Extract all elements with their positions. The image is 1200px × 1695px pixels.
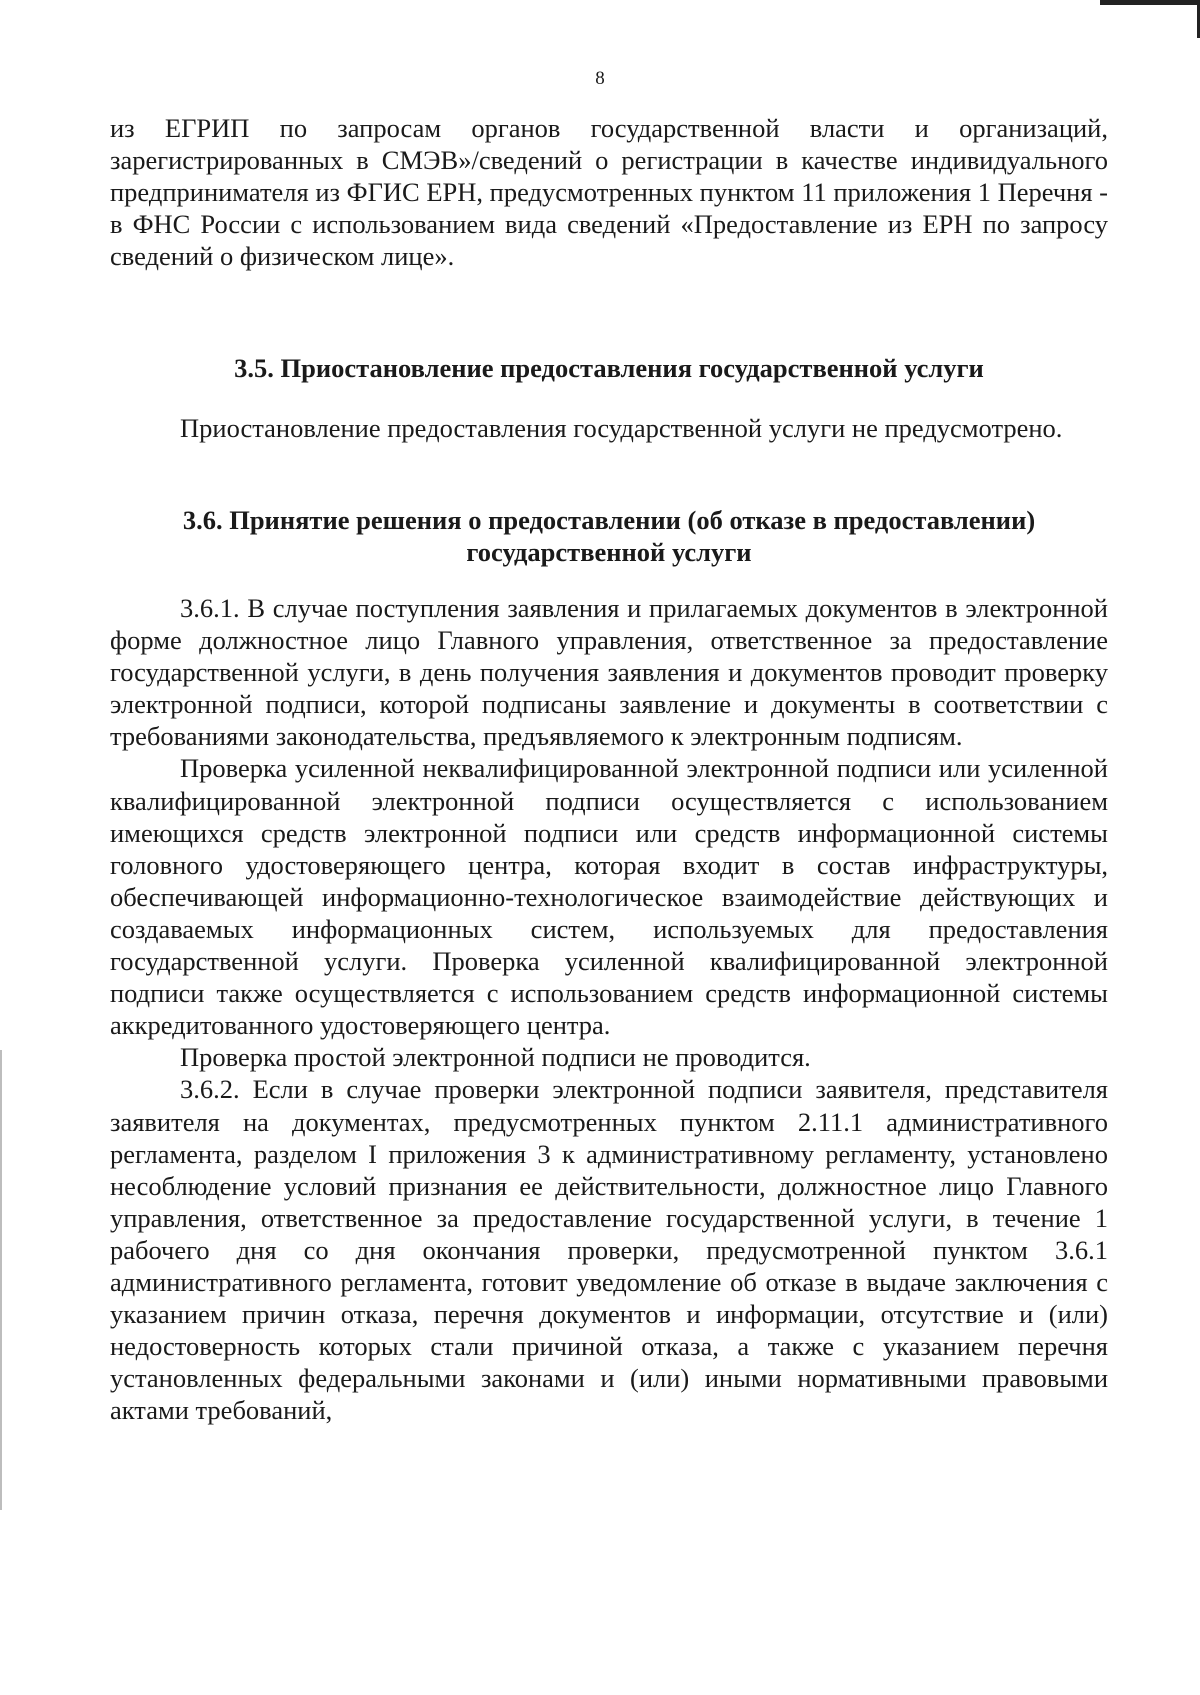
section-3-5-paragraph: Приостановление предоставления государственной услуги не предусмотрено. <box>180 413 1063 443</box>
page-number: 8 <box>595 68 605 89</box>
paragraph-signature-check: Проверка усиленной неквалифицированной электронной подписи или усиленной квалифицированной электронной подписи осуществляется с использованием имеющихся средств электронной подписи или средств информационной системы головного удостоверяющего центра, которая входит в состав инфраструктуры, обеспечивающей информационно-технологическое взаимодействие действующих и создаваемых информационных систем, используемых для предоставления государственной услуги. Проверка усиленной квалифицированной электронной подписи также осуществляется с использованием средств информационной системы аккредитованного удостоверяющего центра. <box>110 753 1108 1041</box>
section-3-5-body <box>110 412 1108 444</box>
intro-block <box>110 112 1108 272</box>
scan-artifact-left-edge <box>0 1050 2 1510</box>
paragraph-3-6-1: 3.6.1. В случае поступления заявления и прилагаемых документов в электронной форме должностное лицо Главного управления, ответственное за предоставление государственной услуги, в день получения заявления и документов проводит проверку электронной подписи, которой подписаны заявление и документы в соответствии с требованиями законодательства, предъявляемого к электронным подписям. <box>110 593 1108 752</box>
section-3-5-title: 3.5. Приостановление предоставления государственной услуги <box>234 353 984 383</box>
intro-paragraph: из ЕГРИП по запросам органов государственной власти и организаций, зарегистрированных в СМЭВ»/сведений о регистрации в качестве индивидуального предпринимателя из ФГИС ЕРН, предусмотренных пунктом 11 приложения 1 Перечня - в ФНС России с использованием вида сведений «Предоставление из ЕРН по запросу сведений о физическом лице». <box>110 113 1108 272</box>
section-3-6-title-line1: 3.6. Принятие решения о предоставлении (об отказе в предоставлении) <box>182 505 1036 535</box>
section-3-6-title-line2: государственной услуги <box>466 537 752 568</box>
scan-artifact-top <box>1100 0 1200 5</box>
section-3-6-heading <box>110 504 1108 568</box>
paragraph-3-6-2: 3.6.2. Если в случае проверки электронной подписи заявителя, представителя заявителя на документах, предусмотренных пунктом 2.11.1 административного регламента, разделом I приложения 3 к административному регламенту, установлено несоблюдение условий признания ее действительности, должностное лицо Главного управления, ответственное за предоставление государственной услуги, в течение 1 рабочего дня со дня окончания проверки, предусмотренной пунктом 3.6.1 административного регламента, готовит уведомление об отказе в выдаче заключения с указанием причин отказа, перечня документов и информации, отсутствие и (или) недостоверность которых стали причиной отказа, а также с указанием перечня установленных федеральными законами и (или) иными нормативными правовыми актами требований, <box>110 1074 1108 1426</box>
paragraph-simple-signature: Проверка простой электронной подписи не проводится. <box>180 1042 811 1073</box>
section-3-5-heading <box>110 352 1108 384</box>
section-3-6-body <box>110 592 1108 1426</box>
